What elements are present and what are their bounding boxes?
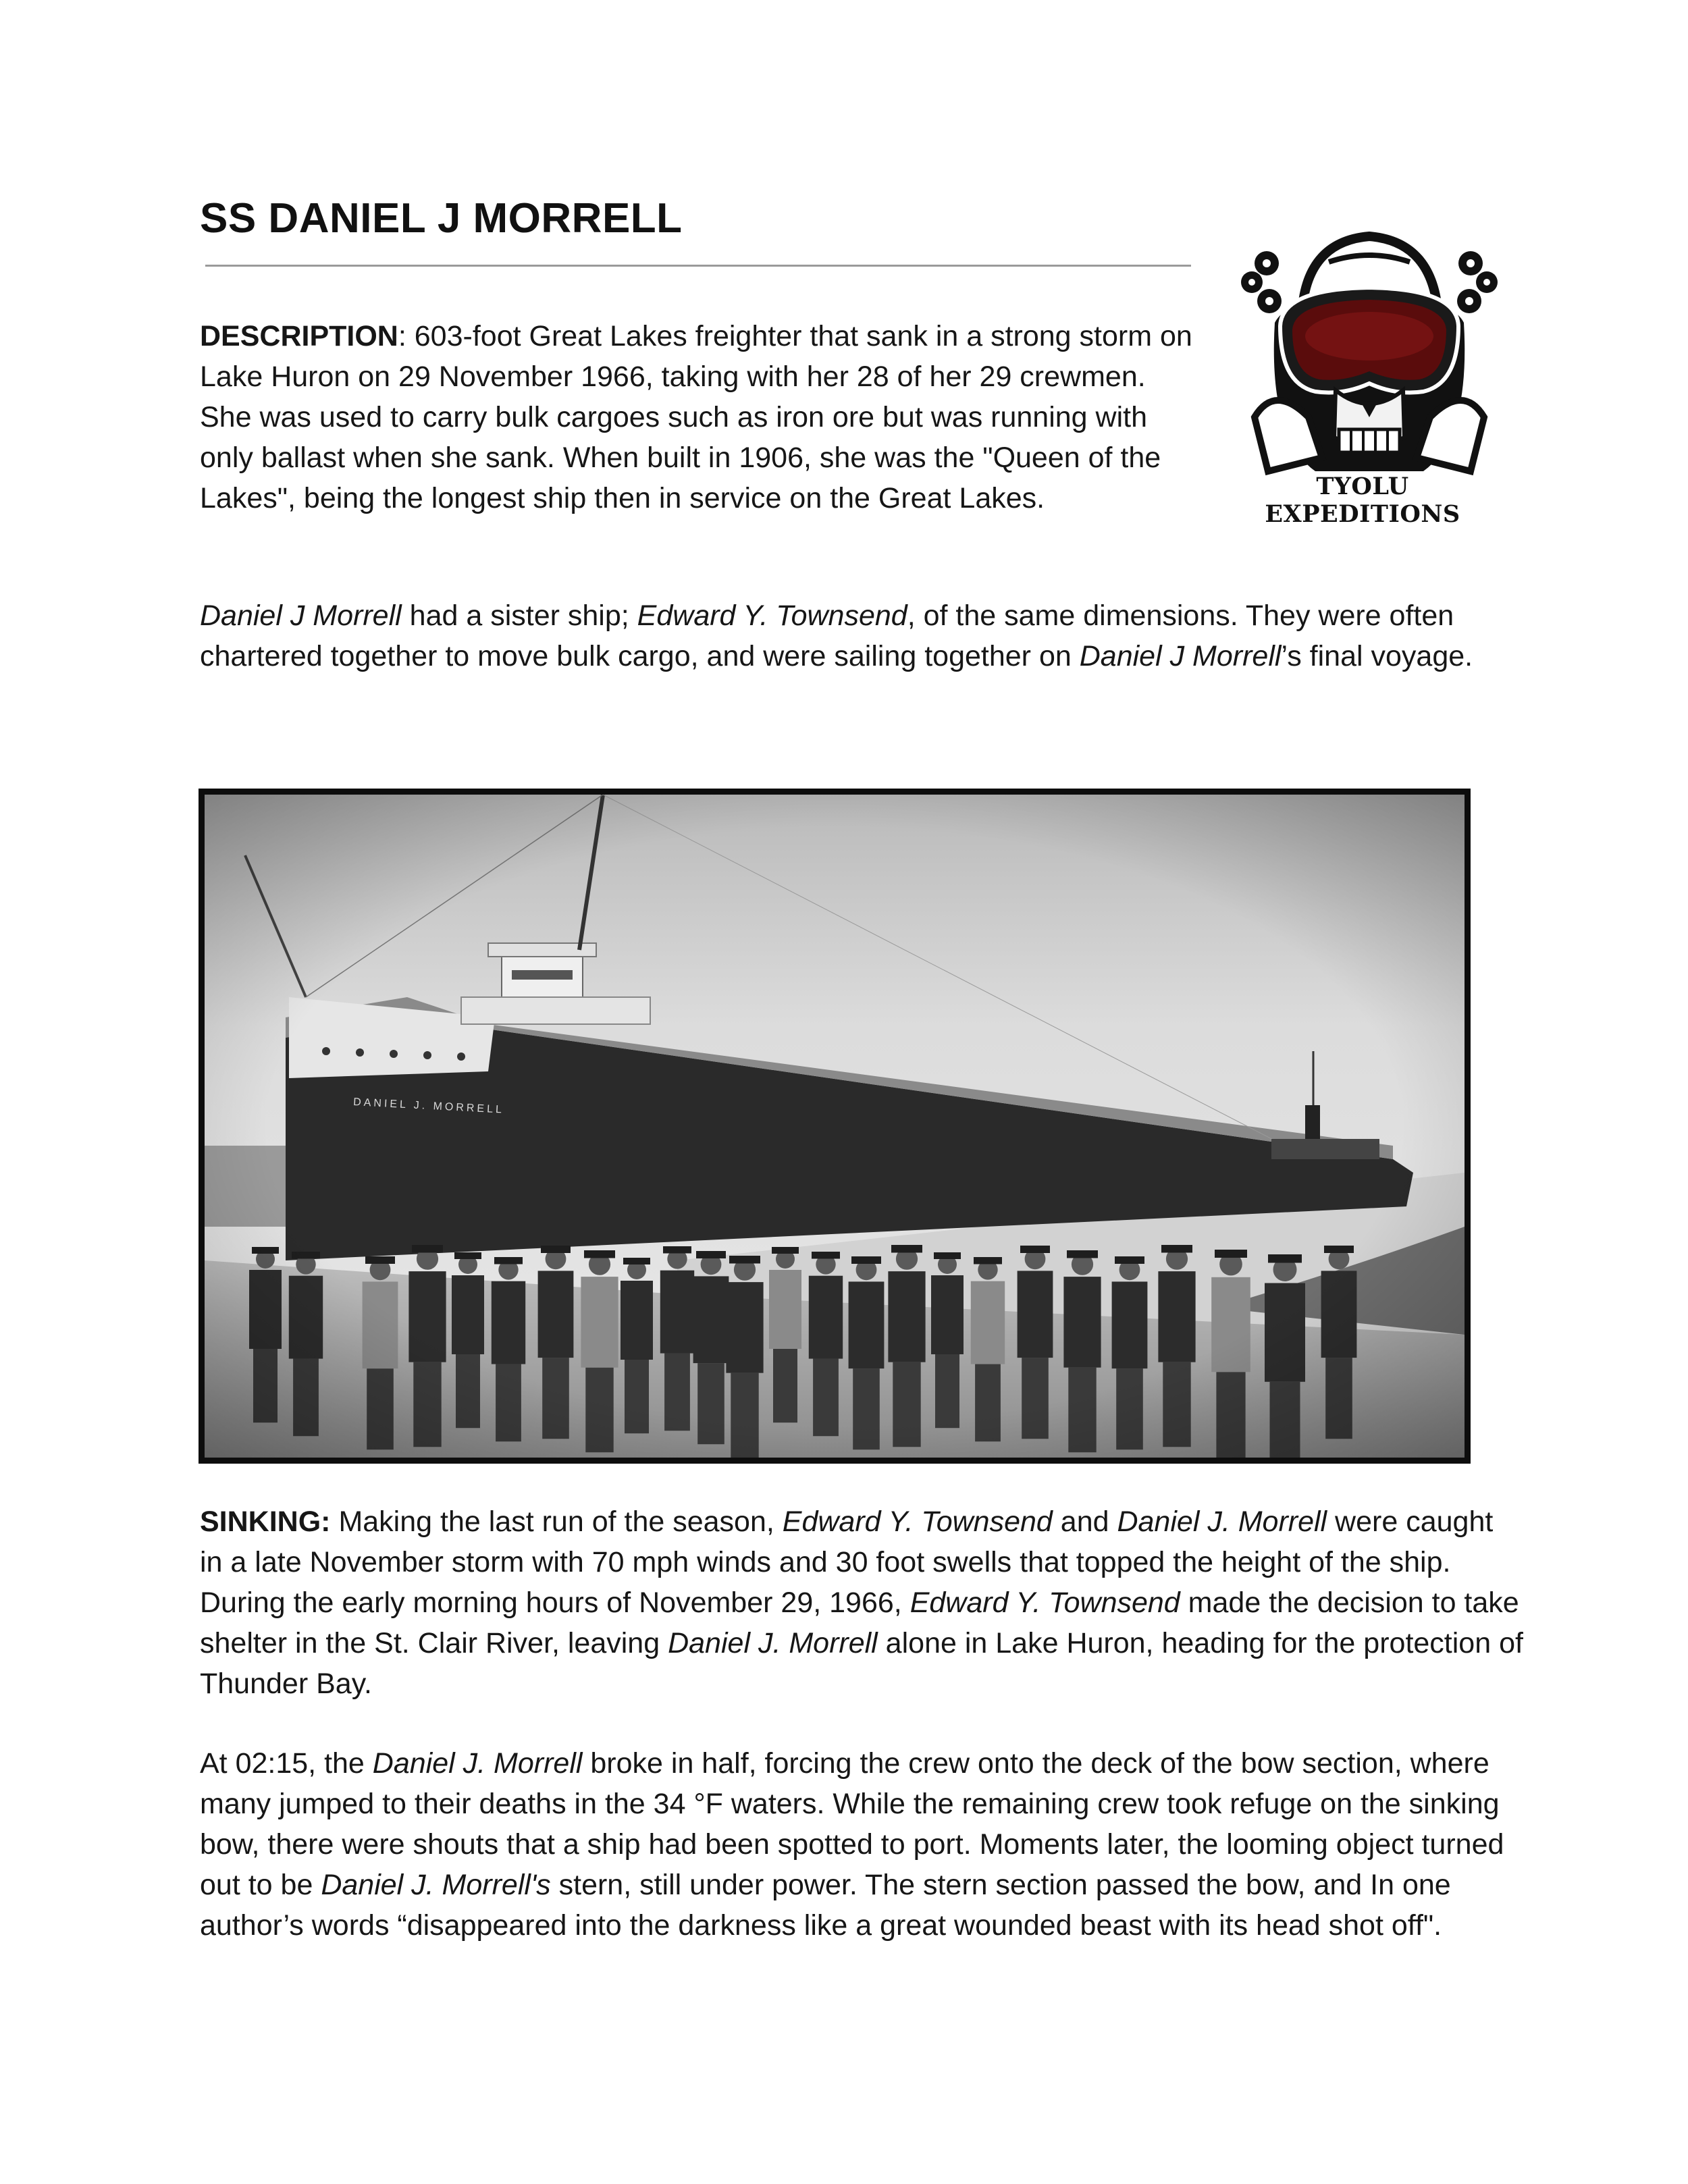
paragraph-text: made the decision to take shelter in the St. Clair River, leaving xyxy=(200,1587,1519,1659)
sister-ship-paragraph xyxy=(200,595,1523,676)
title-divider xyxy=(205,265,1191,267)
paragraph-text: , of the same dimensions. They were often chartered together to move bulk cargo, and were sailing together on xyxy=(200,600,1454,672)
paragraph-text: Making the last run of the season, xyxy=(330,1506,783,1538)
ship-photograph xyxy=(199,789,1471,1464)
paragraph-text: were caught in a late November storm with 70 mph winds and 30 foot swells that topped the height of the ship. During the early morning hours of November 29, 1966, xyxy=(200,1506,1494,1619)
description-text: : 603-foot Great Lakes freighter that sank in a strong storm on Lake Huron on 29 November 1966, taking with her 28 of her 29 crewmen. She was used to carry bulk cargoes such as iron ore but was running with only ballast when she sank. When built in 1906, she was the "Queen of the Lakes", being the longest ship then in service on the Great Lakes. xyxy=(200,320,1192,514)
ship-name: Edward Y. Townsend xyxy=(782,1506,1053,1538)
ship-name: Daniel J. Morrell xyxy=(372,1747,583,1780)
paragraph-text: At 02:15, the xyxy=(200,1747,373,1780)
description-paragraph xyxy=(200,316,1199,518)
ship-name: Daniel J Morrell xyxy=(1079,640,1282,672)
description-label: DESCRIPTION xyxy=(200,320,398,352)
ship-name: Daniel J Morrell xyxy=(200,600,402,632)
diver-skull-with-mask-icon xyxy=(1228,215,1511,512)
breakup-paragraph xyxy=(200,1743,1523,1946)
logo-caption: TYOLU EXPEDITIONS xyxy=(1265,473,1460,528)
sinking-label: SINKING: xyxy=(200,1506,331,1538)
ship-name: Edward Y. Townsend xyxy=(637,600,907,632)
paragraph-text: broke in half, forcing the crew onto the deck of the bow section, where many jumped to their deaths in the 34 °F waters. While the remaining crew took refuge on the sinking bow, there were shouts that a ship had been spotted to port. Moments later, the looming object turned out to be xyxy=(200,1747,1504,1901)
paragraph-text: and xyxy=(1052,1506,1117,1538)
paragraph-text: alone in Lake Huron, heading for the protection of Thunder Bay. xyxy=(200,1627,1523,1700)
ship-name: Daniel J. Morrell xyxy=(1117,1506,1327,1538)
ship-name: Daniel J. Morrell xyxy=(668,1627,878,1659)
sinking-paragraph xyxy=(200,1501,1523,1704)
paragraph-text: stern, still under power. The stern section passed the bow, and In one author’s words “disappeared into the darkness like a great wounded beast with its head shot off". xyxy=(200,1869,1451,1942)
paragraph-text: had a sister ship; xyxy=(401,600,637,632)
page-title: SS DANIEL J MORRELL xyxy=(200,195,683,242)
paragraph-text: ’s final voyage. xyxy=(1281,640,1473,672)
ship-name: Daniel J. Morrell's xyxy=(321,1869,551,1901)
ship-name: Edward Y. Townsend xyxy=(909,1587,1180,1619)
